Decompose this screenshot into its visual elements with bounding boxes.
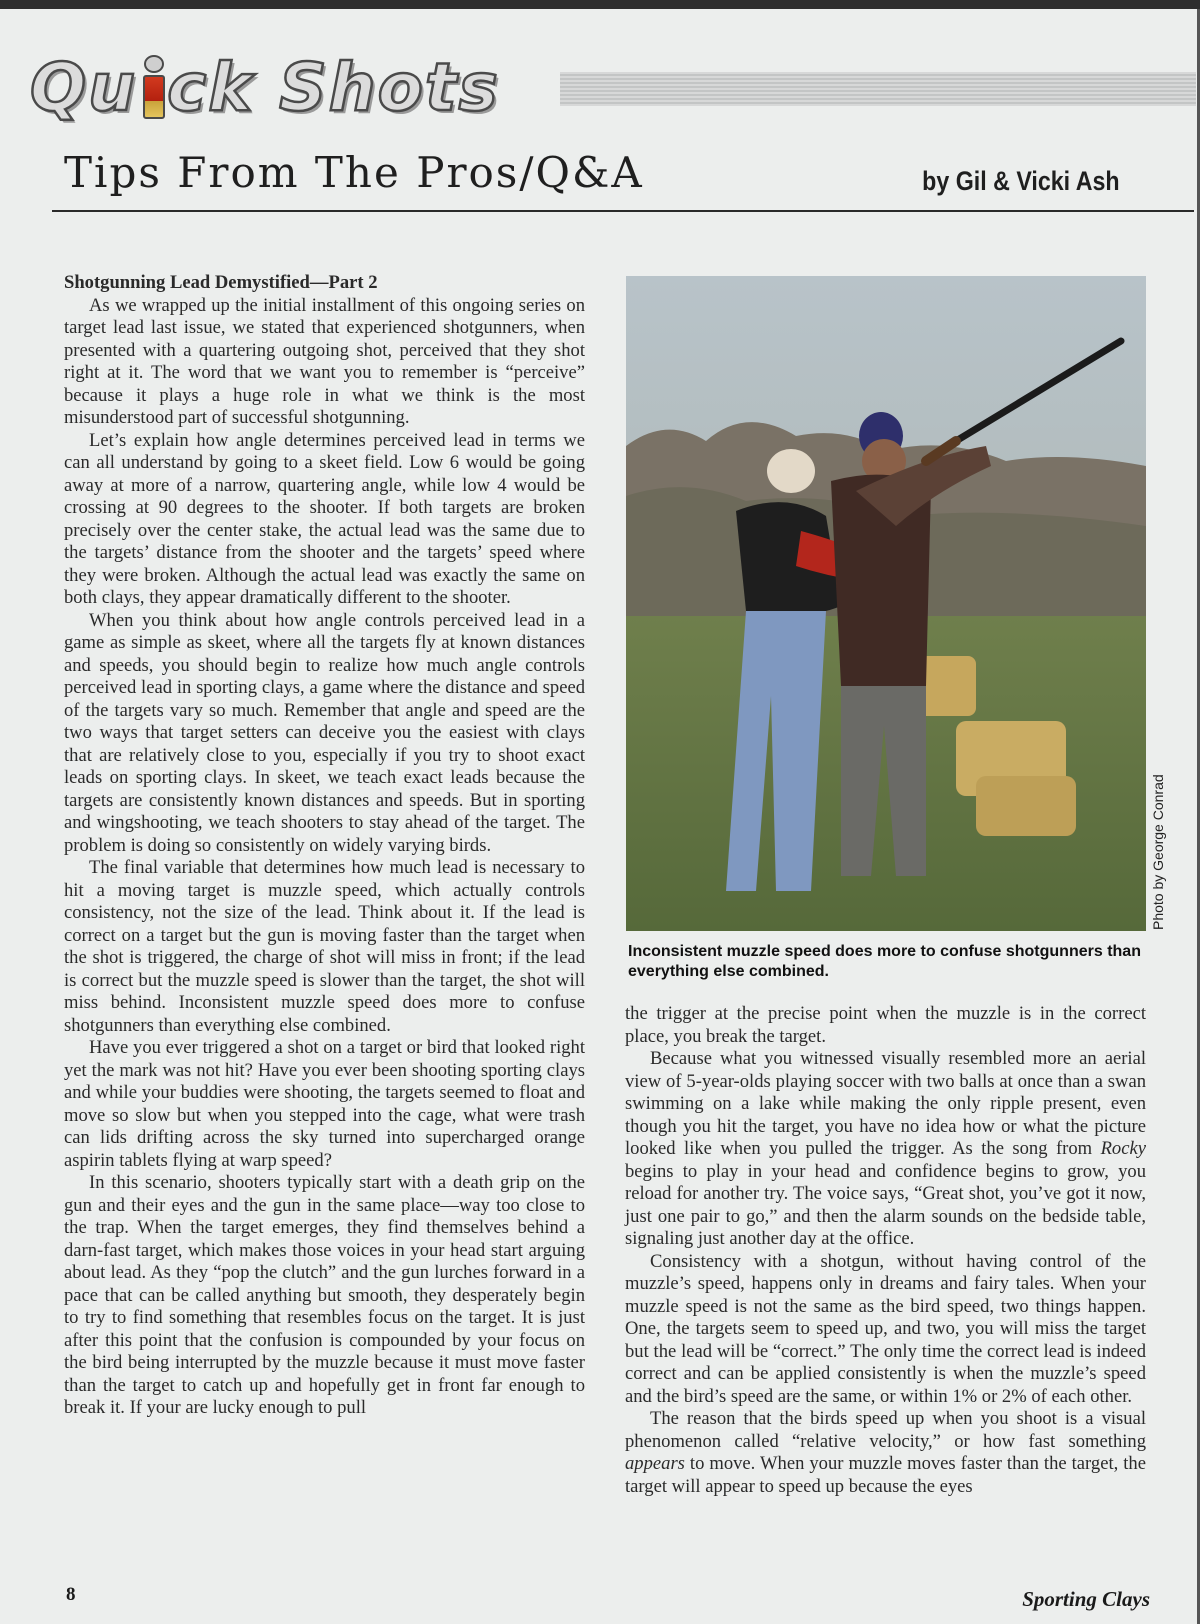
italic-title: Rocky — [1100, 1138, 1146, 1159]
paragraph: As we wrapped up the initial installment of this ongoing series on target lead last issue, we stated that experienced shotgunners, when presented with a quartering outgoing shot, perceived that they shot right at it. The word that we want you to remember is “perceive” because it plays a huge role in what we think is the most misunderstood part of successful shotgunning. — [64, 294, 585, 428]
paragraph: Have you ever triggered a shot on a target or bird that looked right yet the mark was not hit? Have you ever been shooting sporting clays and while your buddies were shooting, the targets seemed to float and move so slow but when you stepped into the cage, what were trash can lids drifting across the sky turned into supercharged orange aspirin tablets flying at warp speed? — [64, 1037, 585, 1171]
publication-name: Sporting Clays — [1022, 1587, 1150, 1611]
top-rule — [0, 0, 1200, 9]
article-column-left — [64, 272, 585, 1420]
shooters-illustration — [626, 276, 1146, 931]
paragraph — [625, 1408, 1146, 1498]
photo-caption: Inconsistent muzzle speed does more to confuse shotgunners than everything else combined. — [628, 943, 1141, 980]
paragraph: When you think about how angle controls perceived lead in a game as simple as skeet, where all the targets fly at known distances and speeds, you should begin to realize how much angle controls perceived lead in sporting clays, a game where the distance and speed of the targets vary so much. Remember that angle and speed are the two ways that target setters can deceive you the easiest with clays that are relatively close to you, especially if you try to shoot exact leads on sporting clays. In skeet, we teach exact leads because the targets are consistently known distances and speeds. But in sporting and wingshooting, we teach shooters to stay ahead of the target. The problem is doing so consistently on widely varying birds. — [64, 609, 585, 856]
article-subhead: Shotgunning Lead Demystified—Part 2 — [64, 272, 378, 293]
byline: by Gil & Vicki Ash — [922, 166, 1120, 196]
text-run: The reason that the birds speed up when you shoot is a visual phenomenon called “relative velocity,” or how fast something — [625, 1408, 1146, 1452]
photo-credit-text: Photo by George Conrad — [1150, 774, 1166, 930]
shotshell-icon — [141, 55, 163, 119]
quick-shots-logo: Qu ck Shots — [30, 48, 500, 126]
article-photo — [626, 276, 1146, 931]
paragraph: Let’s explain how angle determines perceived lead in terms we can all understand by going to a skeet field. Low 6 would be going away at more of a narrow, quartering angle, while low 4 would be crossing at 90 degrees to the shooter. If both targets are broken precisely over the center stake, the actual lead was the same due to the targets’ distance from the shooter and the targets’ speed where they were broken. Although the actual lead was exactly the same on both clays, they appear dramatically different to the shooter. — [64, 429, 585, 608]
paragraph — [625, 1048, 1146, 1251]
section-title: Tips From The Pros/Q&A — [64, 148, 644, 197]
paragraph-continuation: the trigger at the precise point when the muzzle is in the correct place, you break the target. — [625, 1003, 1146, 1047]
header-rule — [52, 210, 1194, 212]
text-run: Because what you witnessed visually resembled more an aerial view of 5-year-olds playing soccer with two balls at once than a swan swimming on a lake while making the only ripple present, even though you hit the target, you have no idea how or what the picture looked like when you pulled the trigger. As the song from — [625, 1048, 1146, 1159]
logo-band — [560, 72, 1196, 106]
paragraph: Consistency with a shotgun, without having control of the muzzle’s speed, happens only in dreams and fairy tales. When your muzzle speed is not the same as the bird speed, two things happen. One, the targets seem to speed up, and two, you will miss the target but the lead will be “correct.” The only time the correct lead is indeed correct and can be applied consistently is when the muzzle’s speed and the bird’s speed are the same, or within 1% or 2% of each other. — [625, 1250, 1146, 1407]
page-number: 8 — [66, 1584, 76, 1605]
text-run: begins to play in your head and confidence begins to grow, you reload for another try. The voice says, “Great shot, you’ve got it now, just one pair to go,” and then the alarm sounds on the bedside table, signaling just another day at the office. — [625, 1160, 1146, 1249]
paragraph: In this scenario, shooters typically start with a death grip on the gun and their eyes and the gun in the same place—way too close to the trap. When the target emerges, they find themselves behind a darn-fast target, which makes those voices in your head start arguing about lead. As they “pop the clutch” and the gun lurches forward in a pace that can be called anything but smooth, they desperately begin to try to find something that resembles focus on the target. It is just after this point that the confusion is compounded by your focus on the bird being interrupted by the muzzle because it must move faster than the target to catch up and hopefully get in front far enough to break it. If your are lucky enough to pull — [64, 1172, 585, 1418]
article-column-right — [625, 1003, 1146, 1498]
italic-word: appears — [625, 1453, 685, 1474]
paragraph: The final variable that determines how much lead is necessary to hit a moving target is muzzle speed, which actually controls consistency, not the size of the lead. Think about it. If the lead is correct on a target but the gun is moving faster than the target when the shot is triggered, the charge of shot will miss in front; if the lead is correct but the muzzle speed is slower than the target, the shot will miss behind. Inconsistent muzzle speed does more to confuse shotgunners than everything else combined. — [64, 857, 585, 1036]
text-run: to move. When your muzzle moves faster than the target, the target will appear to speed up because the eyes — [625, 1453, 1146, 1497]
